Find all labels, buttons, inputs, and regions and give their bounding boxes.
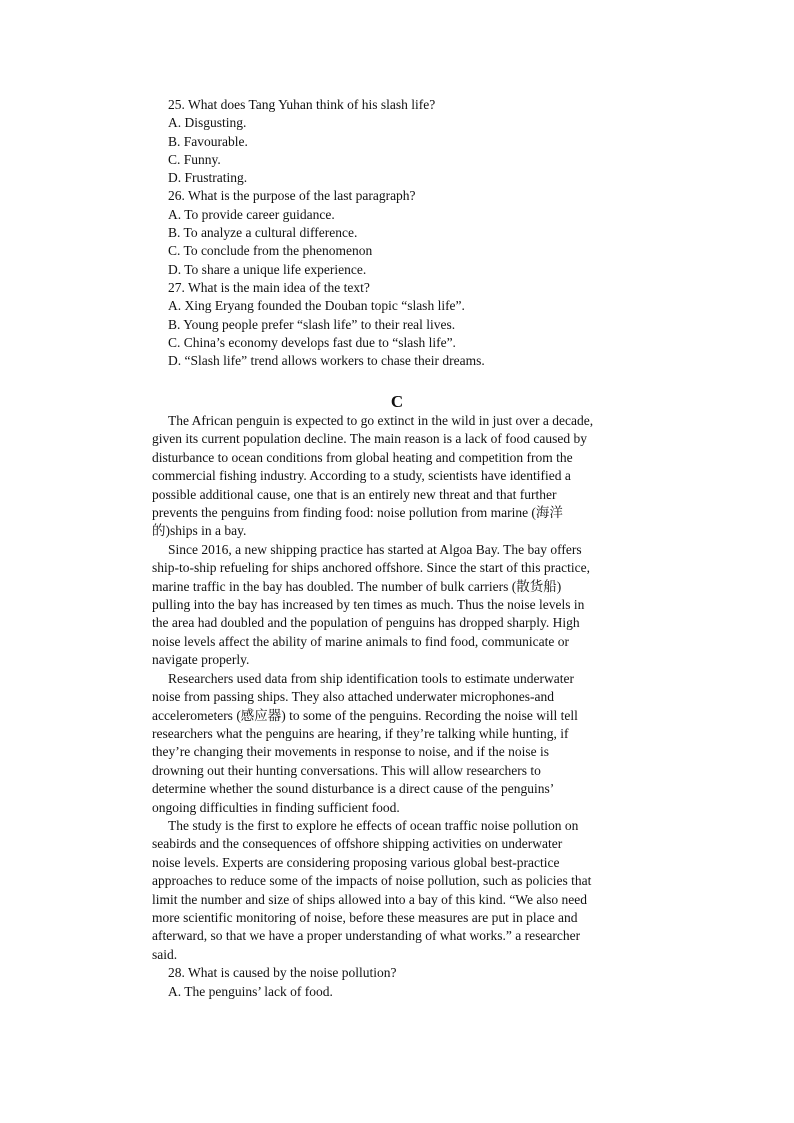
passage-line: prevents the penguins from finding food: noise pollution from marine (海洋 xyxy=(152,505,563,521)
question-list-25-27 xyxy=(168,96,688,370)
passage-line: afterward, so that we have a proper understanding of what works.” a researcher xyxy=(152,928,581,944)
option-25-a: A. Disgusting. xyxy=(168,115,247,131)
passage-line: seabirds and the consequences of offshore shipping activities on underwater xyxy=(152,836,563,852)
option-26-c: C. To conclude from the phenomenon xyxy=(168,243,373,259)
option-27-c: C. China’s economy develops fast due to “slash life”. xyxy=(168,334,456,350)
passage-line: approaches to reduce some of the impacts of noise pollution, such as policies that xyxy=(152,873,592,889)
passage-line: said. xyxy=(152,946,178,962)
option-26-a: A. To provide career guidance. xyxy=(168,206,335,222)
passage-line: more scientific monitoring of noise, before these measures are put in place and xyxy=(152,909,578,925)
passage-line: possible additional cause, one that is an entirely new threat and that further xyxy=(152,486,557,502)
passage-line: determine whether the sound disturbance is a direct cause of the penguins’ xyxy=(152,781,555,797)
question-25: 25. What does Tang Yuhan think of his slash life? xyxy=(168,97,436,112)
option-27-a: A. Xing Eryang founded the Douban topic “slash life”. xyxy=(168,298,465,314)
passage-line: researchers what the penguins are hearing, if they’re talking while hunting, if xyxy=(152,725,569,741)
passage-line: The African penguin is expected to go extinct in the wild in just over a decade, xyxy=(168,413,594,428)
option-26-d: D. To share a unique life experience. xyxy=(168,261,367,277)
passage-line: noise levels affect the ability of marine animals to find food, communicate or xyxy=(152,633,569,649)
passage-line: limit the number and size of ships allowed into a bay of this kind. “We also need xyxy=(152,891,587,907)
option-26-b: B. To analyze a cultural difference. xyxy=(168,225,358,241)
passage-line: ship-to-ship refueling for ships anchored offshore. Since the start of this practice, xyxy=(152,560,591,576)
passage-line: accelerometers (感应器) to some of the penguins. Recording the noise will tell xyxy=(152,707,578,723)
passage-line: given its current population decline. The main reason is a lack of food caused by xyxy=(152,431,587,447)
option-27-d: D. “Slash life” trend allows workers to chase their dreams. xyxy=(168,353,485,369)
passage-line: navigate properly. xyxy=(152,652,250,668)
passage-line: noise levels. Experts are considering proposing various global best-practice xyxy=(152,854,560,870)
passage-line: The study is the first to explore he effects of ocean traffic noise pollution on xyxy=(168,817,579,833)
passage-line: Since 2016, a new shipping practice has started at Algoa Bay. The bay offers xyxy=(168,541,582,557)
passage-c xyxy=(152,412,672,1001)
passage-line: Researchers used data from ship identification tools to estimate underwater xyxy=(168,670,574,686)
passage-line: 的)ships in a bay. xyxy=(152,523,247,539)
passage-line: ongoing difficulties in finding sufficient food. xyxy=(152,799,400,815)
option-25-d: D. Frustrating. xyxy=(168,170,248,186)
passage-line: disturbance to ocean conditions from global heating and competition from the xyxy=(152,449,573,465)
passage-line: they’re changing their movements in response to noise, and if the noise is xyxy=(152,744,550,760)
question-26: 26. What is the purpose of the last paragraph? xyxy=(168,188,416,204)
question-27: 27. What is the main idea of the text? xyxy=(168,279,370,295)
passage-line: drowning out their hunting conversations. This will allow researchers to xyxy=(152,762,541,778)
passage-line: A. The penguins’ lack of food. xyxy=(168,983,333,999)
passage-line: commercial fishing industry. According to a study, scientists have identified a xyxy=(152,468,571,484)
option-25-b: B. Favourable. xyxy=(168,133,248,149)
section-title: C xyxy=(390,392,404,411)
passage-line: the area had doubled and the population of penguins has dropped sharply. High xyxy=(152,615,580,631)
passage-line: pulling into the bay has increased by ten times as much. Thus the noise levels in xyxy=(152,597,585,613)
passage-line: noise from passing ships. They also attached underwater microphones-and xyxy=(152,689,555,705)
passage-line: marine traffic in the bay has doubled. The number of bulk carriers (散货船) xyxy=(152,578,562,594)
option-27-b: B. Young people prefer “slash life” to their real lives. xyxy=(168,316,456,332)
passage-line: 28. What is caused by the noise pollution? xyxy=(168,965,397,981)
option-25-c: C. Funny. xyxy=(168,151,221,167)
